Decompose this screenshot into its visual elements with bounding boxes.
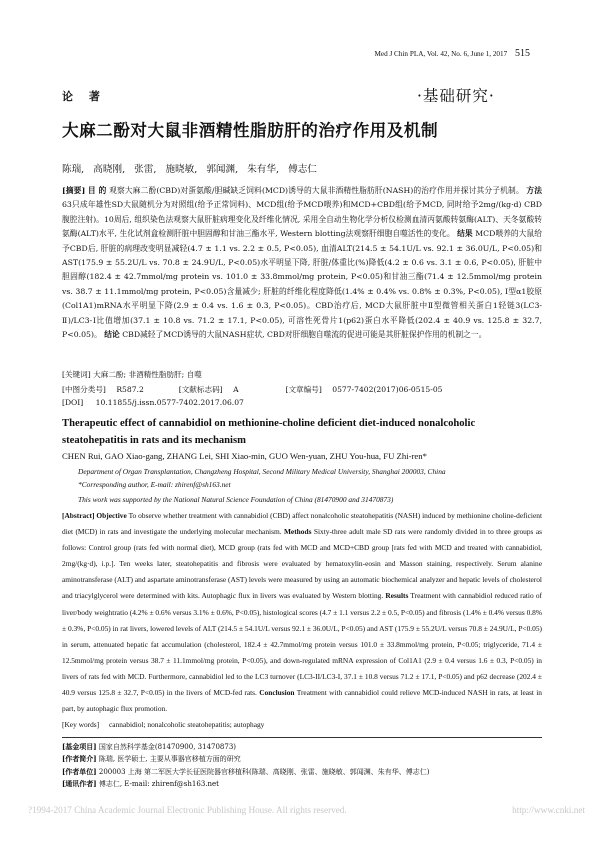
doi-line	[62, 398, 542, 407]
footnotes	[62, 741, 542, 791]
corresponding-author-en: *Corresponding author, E-mail: zhirenf@sh163.net	[78, 480, 231, 489]
section-label: ·基础研究·	[417, 87, 495, 105]
keywords-label-en: [Key words]	[62, 720, 100, 729]
footnote-divider	[62, 737, 542, 738]
doc-code-value: A	[233, 385, 239, 394]
article-no-label: [文章编号]	[285, 385, 322, 394]
objective-label-en: Objective	[96, 511, 127, 520]
abstract-zh	[62, 184, 542, 342]
footnote-text: 国家自然科学基金(81470900, 31470873)	[98, 743, 237, 751]
classification-line	[62, 384, 542, 395]
footnote-label: [基金项目]	[62, 742, 97, 751]
conclusion-text-zh: CBD减轻了MCD诱导的大鼠NASH症状, CBD对肝细胞自噬流的促进可能是其肝脏保护作用的机制之一。	[122, 330, 487, 340]
funding-note-en: This work was supported by the National Natural Science Foundation of China (81470900 and 31470873)	[78, 495, 394, 504]
authors-en: CHEN Rui, GAO Xiao-gang, ZHANG Lei, SHI Xiao-min, GUO Wen-yuan, ZHU You-hua, FU Zhi-ren*	[62, 451, 427, 461]
footnote-text: 陈瑞, 医学硕士, 主要从事器官移植方面的研究	[98, 755, 241, 764]
objective-text-en: To observe whether treatment with cannabidiol (CBD) affect nonalcoholic steatohepatitis (NASH) induced by methionine choline-deficient diet (MCD) in rats and investigate the underlying molecular mechanism.	[62, 511, 542, 537]
keywords-text-zh: 大麻二酚; 非酒精性脂肪肝; 自噬	[93, 370, 202, 379]
abstract-label-zh: [摘要]	[62, 186, 86, 195]
footnote-label: [通讯作者]	[62, 779, 97, 789]
methods-text-en: Sixty-three adult male SD rats were randomly divided in to three groups as follows: Control group (rats fed with normal diet), MCD group (rats fed with MCD and MCD+CBD group [rats fed with MCD and treated with cannabidiol, 2mg/(kg·d), i.p.]. Ten weeks later, steatohepatitis and fibrosis were evaluated by hematoxylin-eosin and Masson staining, respectively. Serum alanine aminotransferase (ALT) and aspartate aminotransferase (AST) levels were measured by using an automatic biochemical analyzer and hepatic levels of cholesterol and triacylglycerol were determined with kits. Autophagic flux in livers was evaluated by Western blotting.	[62, 527, 542, 601]
authors-zh: 陈瑞, 高晓刚, 张雷, 施晓敏, 郭闻渊, 朱有华, 傅志仁	[62, 164, 317, 175]
article-no-value: 0577-7402(2017)06-0515-05	[332, 385, 443, 394]
keywords-text-en: cannabidiol; nonalcoholic steatohepatitis; autophagy	[109, 720, 265, 729]
footnote-text: 傅志仁, E-mail: zhirenf@sh163.net	[98, 780, 219, 789]
doi-link[interactable]: 10.11855/j.issn.0577-7402.2017.06.07	[95, 398, 244, 407]
keywords-zh	[62, 369, 542, 380]
abstract-en	[62, 508, 542, 717]
results-text-en: Treatment with cannabidiol reduced ratio of liver/body weightratio (4.2% ± 0.6% versus 3.1% ± 0.6%, P<0.05), histological scores (4.7 ± 1.1 versus 2.2 ± 0.5, P<0.05) and fibrosis (1.4% ± 0.4% versus 0.8% ± 0.3%, P<0.05) in rat livers, lowered levels of ALT (214.5 ± 54.1U/L versus 92.1 ± 36.0U/L, P<0.05) and AST (175.9 ± 55.2U/L versus 70.8 ± 24.9U/L, P<0.05) in serum, attenuated hepatic fat accumulation (cholesterol, 182.4 ± 42.7mmol/mg protein versus 101.0 ± 33.8mmol/mg protein, P<0.05; triglyceride, 71.4 ± 12.5mmol/mg protein versus 38.7 ± 11.1mmol/mg protein, P<0.05), and down-regulated mRNA expression of Col1A1 (2.9 ± 0.4 versus 1.6 ± 0.3, P<0.05) in livers of rats fed with MCD. Furthermore, cannabidiol led to the LC3 turnover (LC3-II/LC3-I, 37.1 ± 10.8 versus 71.2 ± 17.1, P<0.05) and p62 decrease (202.4 ± 40.9 versus 125.8 ± 32.7, P<0.05) in the livers of MCD-fed rats.	[62, 591, 542, 698]
footnote-label: [作者单位]	[62, 766, 97, 776]
article-title-zh: 大麻二酚对大鼠非酒精性脂肪肝的治疗作用及机制	[62, 121, 439, 140]
footnote-text: 200003 上海 第二军医大学长征医院器官移植科(陈瑞、高晓刚、张雷、施晓敏、郭闻渊、朱有华、傅志仁)	[98, 767, 430, 776]
copyright-bar	[0, 803, 595, 823]
affiliation-en: Department of Organ Transplantation, Changzheng Hospital, Second Military Medical University, Shanghai 200003, China	[78, 467, 446, 476]
objective-label-zh: 目 的	[87, 186, 107, 195]
copyright-notice: ?1994-2017 China Academic Journal Electronic Publishing House. All rights reserved.	[28, 805, 347, 815]
conclusion-text-en: Treatment with cannabidiol could relieve MCD-induced NASH in rats, at least in part, by autophagic flux promotion.	[62, 688, 542, 714]
journal-citation: Med J Chin PLA, Vol. 42, No. 6, June 1, 2017	[374, 50, 508, 58]
keywords-label-zh: [关键词]	[62, 370, 91, 379]
footnote-label: [作者简介]	[62, 754, 97, 764]
keywords-en	[62, 720, 542, 729]
page-number: 515	[515, 48, 530, 59]
methods-label-zh: 方法	[526, 186, 543, 195]
footnote-author-bio	[62, 753, 542, 765]
running-head	[300, 48, 530, 62]
column-label: 论 著	[62, 90, 106, 103]
results-label-zh: 结果	[457, 229, 473, 239]
conclusion-label-zh: 结论	[104, 330, 120, 340]
cnki-link[interactable]: http://www.cnki.net	[512, 805, 585, 815]
article-title-en: Therapeutic effect of cannabidiol on methionine-choline deficient diet-induced nonalcoholic steatohepatitis in rats and its mechanism	[62, 418, 476, 446]
doc-code-label: [文献标志码]	[178, 385, 223, 394]
objective-text-zh: 观察大麻二酚(CBD)对蛋氨酸/胆碱缺乏饲料(MCD)诱导的大鼠非酒精性脂肪肝(NASH)的治疗作用并探讨其分子机制。	[109, 186, 524, 195]
clc-label: [中图分类号]	[62, 385, 106, 394]
methods-text-zh: 63只成年雄性SD大鼠随机分为对照组(给予正常饲料)、MCD组(给予MCD喂养)和MCD+CBD组(给予MCD, 同时给予2mg/(kg·d) CBD腹腔注射)。10周后, 组织染色法观察大鼠肝脏病理变化及纤维化情况, 采用全自动生物化学分析仪检测血清丙氨酸转氨酶(ALT)、天冬氨酸转氨酶(ALT)水平, 生化试剂盒检测肝脏中胆固醇和甘油三酯水平, Western blotting法观察肝细胞自噬活性的变化。	[62, 200, 542, 239]
methods-label-en: Methods	[283, 527, 312, 537]
footnote-affiliation	[62, 766, 542, 778]
footnote-correspondence	[62, 778, 542, 790]
footnote-funding	[62, 741, 542, 753]
results-text-zh: MCD喂养的大鼠给予CBD后, 肝脏的病理改变明显减轻(4.7 ± 1.1 vs. 2.2 ± 0.5, P<0.05), 血清ALT(214.5 ± 54.1U/L vs. 92.1 ± 36.0U/L, P<0.05)和AST(175.9 ± 55.2U/L vs. 70.8 ± 24.9U/L, P<0.05)水平明显下降, 肝脏/体重比(%)降低(4.2 ± 0.6 vs. 3.1 ± 0.6, P<0.05), 肝脏中胆固醇(182.4 ± 42.7mmol/mg protein vs. 101.0 ± 33.8mmol/mg protein, P<0.05)和甘油三酯(71.4 ± 12.5mmol/mg protein vs. 38.7 ± 11.1mmol/mg protein, P<0.05)含量减少; 肝脏的纤维化程度降低(1.4% ± 0.4% vs. 0.8% ± 0.3%, P<0.05), I型α1胶原(Col1A1)mRNA水平明显下降(2.9 ± 0.4 vs. 1.6 ± 0.3, P<0.05)。CBD治疗后, MCD大鼠肝脏中Ⅱ型微管相关蛋白1轻链3(LC3-Ⅱ)/LC3-Ⅰ比值增加(37.1 ± 10.8 vs. 71.2 ± 17.1, P<0.05), 可溶性死骨片1(p62)蛋白水平降低(202.4 ± 40.9 vs. 125.8 ± 32.7, P<0.05)。	[62, 229, 542, 340]
clc-value: R587.2	[116, 385, 144, 394]
results-label-en: Results	[385, 591, 409, 601]
conclusion-label-en: Conclusion	[259, 688, 295, 698]
abstract-label-en: [Abstract]	[62, 511, 95, 520]
doi-label: [DOI]	[62, 398, 84, 407]
